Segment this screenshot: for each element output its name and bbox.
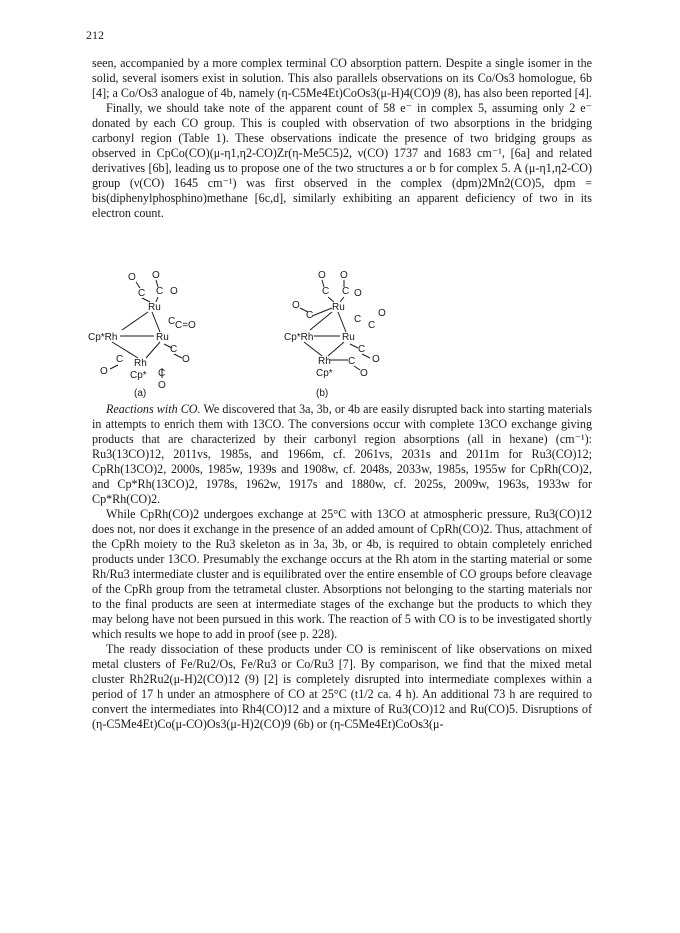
structure-a: [88, 270, 196, 391]
atom-o-a1: O: [128, 272, 136, 283]
atom-c-a1: C: [138, 288, 146, 299]
structure-label-a: (a): [134, 388, 147, 398]
atom-c-b4: C: [354, 314, 362, 325]
atom-c-a5: C: [116, 354, 124, 365]
atom-o-b4: O: [292, 300, 300, 311]
atom-ru-a2: Ru: [156, 332, 169, 343]
atom-o-b6: O: [372, 354, 380, 365]
atom-o-b1: O: [318, 270, 326, 281]
atom-c-b6: C: [358, 344, 366, 355]
atom-c-a2: C: [156, 286, 164, 297]
atom-o-a4: O: [182, 354, 190, 365]
paragraph-3-body: We discovered that 3a, 3b, or 4b are easily disrupted back into starting materials in attempts to enrich them with 13CO. The conversions occur with complete 13CO exchange giving products that are characterized by their carbonyl region absorptions (all in hexane) (cm⁻¹): Ru3(13CO)12, 2011vs, 1985s, and 1966m, cf. 2061vs, 2031s and 2011m for Ru3(CO)12; CpRh(13CO)2, 2000s, 1985w, 1939s and 1908w, cf. 2048s, 2033w, 1985s, 1955w for CpRh(CO)2, and Cp*Rh(13CO)2, 1978s, 1962w, 1917s and 1880w, cf. 2025s, 2009w, 1963s, 1933w for Cp*Rh(CO)2.: [92, 402, 592, 506]
atom-c-a6: C: [158, 368, 166, 379]
atom-ru-b1: Ru: [332, 302, 345, 313]
atom-c-b1: C: [322, 286, 330, 297]
atom-c-a4: C: [170, 344, 178, 355]
paragraph-3: [92, 402, 592, 507]
atom-c-b7: C: [348, 356, 356, 367]
atom-o-b2: O: [340, 270, 348, 281]
atom-o-b3: O: [354, 288, 362, 299]
paragraph-1: seen, accompanied by a more complex terminal CO absorption pattern. Despite a single isomer in the solid, several isomers exist in solution. This also parallels observations on its Co/Os3 homologue, 6b [4]; a Co/Os3 analogue of 4b, namely (η-C5Me4Et)CoOs3(μ-H)4(CO)9 (8), has also been reported [4].: [92, 56, 592, 100]
atom-ru-b2: Ru: [342, 332, 355, 343]
structure-figure: [60, 270, 620, 398]
paragraph-5: The ready dissociation of these products under CO is reminiscent of like observations on mixed metal clusters of Fe/Ru2/Os, Fe/Ru3 or Co/Ru3 [7]. By comparison, we find that the mixed metal cluster Rh2Ru2(μ-H)2(CO)12 (9) [2] is completely disrupted into intermediate complexes within a period of 17 h under an atmosphere of CO at 25°C (t1/2 ca. 4 h). An additional 73 h are required to convert the intermediates into Rh4(CO)12 and a mixture of Ru3(CO)12 and Ru(CO)5. Disruptions of (η-C5Me4Et)Co(μ-CO)Os3(μ-H)2(CO)9 (6b) or (η-C5Me4Et)CoOs3(μ-: [92, 642, 592, 731]
atom-rh-b: Rh: [318, 356, 331, 367]
atom-ru-a1: Ru: [148, 302, 161, 313]
atom-cprh-a: Cp*Rh: [88, 332, 118, 343]
atom-o-b5: O: [378, 308, 386, 319]
page-number: 212: [86, 28, 104, 42]
text-block-upper: [92, 56, 592, 221]
paragraph-4: While CpRh(CO)2 undergoes exchange at 25°C with 13CO at atmospheric pressure, Ru3(CO)12 does not, nor does it exchange in the presence of an added amount of CpRh(CO)2. Thus, attachment of the CpRh moiety to the Ru3 skeleton as in 3a, 3b, or 4b, is required to obtain completely enriched products under 13CO. Presumably the exchange occurs at the Rh atom in the starting material or some Rh/Ru3 intermediate cluster and is equilibrated over the entire ensemble of CO groups before cleavage of the CpRh group from the tetrametal cluster. Absorptions not belonging to the starting materials nor to the final products are seen at intermediate stages of the exchange but the products to which they may belong have not been pursued in this work. The reaction of 5 with CO is to be investigated shortly which results we hope to add in proof (see p. 228).: [92, 507, 592, 641]
atom-o-a3: O: [170, 286, 178, 297]
atom-rh-a: Rh: [134, 358, 147, 369]
text-block-lower: [92, 402, 592, 732]
atom-o-a2: O: [152, 270, 160, 281]
structure-label-b: (b): [316, 388, 329, 398]
atom-c-b3: C: [306, 310, 314, 321]
paragraph-3-title: Reactions with CO.: [106, 402, 201, 416]
atom-cp-b: Cp*: [316, 368, 333, 379]
atom-c-a3: C: [168, 316, 176, 327]
atom-o-a5: O: [100, 366, 108, 377]
atom-o-b7: O: [360, 368, 368, 379]
atom-c-b5: C: [368, 320, 376, 331]
atom-cp-a: Cp*: [130, 370, 147, 381]
structure-b: [284, 270, 386, 379]
atom-cprh-b: Cp*Rh: [284, 332, 314, 343]
atom-co-a1: C=O: [175, 320, 196, 331]
structure-drawings: [60, 270, 620, 398]
atom-c-b2: C: [342, 286, 350, 297]
atom-o-a6: O: [158, 380, 166, 391]
paragraph-2: Finally, we should take note of the apparent count of 58 e⁻ in complex 5, assuming only 2 e⁻ donated by each CO group. This is coupled with observation of two absorptions in the bridging carbonyl region (Table 1). These observations indicate the presence of two bridging groups as observed in CpCo(CO)(μ-η1,η2-CO)Zr(η-Me5C5)2, ν(CO) 1737 and 1683 cm⁻¹, [6a] and related derivatives [6b], leading us to propose one of the two structures a or b for complex 5. A (μ-η1,η2-CO) group (ν(CO) 1645 cm⁻¹) was first observed in the complex (dpm)2Mn2(CO)5, dpm = bis(diphenylphosphino)methane [6c,d], similarly exhibiting an apparent deficiency of two in its electron count.: [92, 101, 592, 220]
